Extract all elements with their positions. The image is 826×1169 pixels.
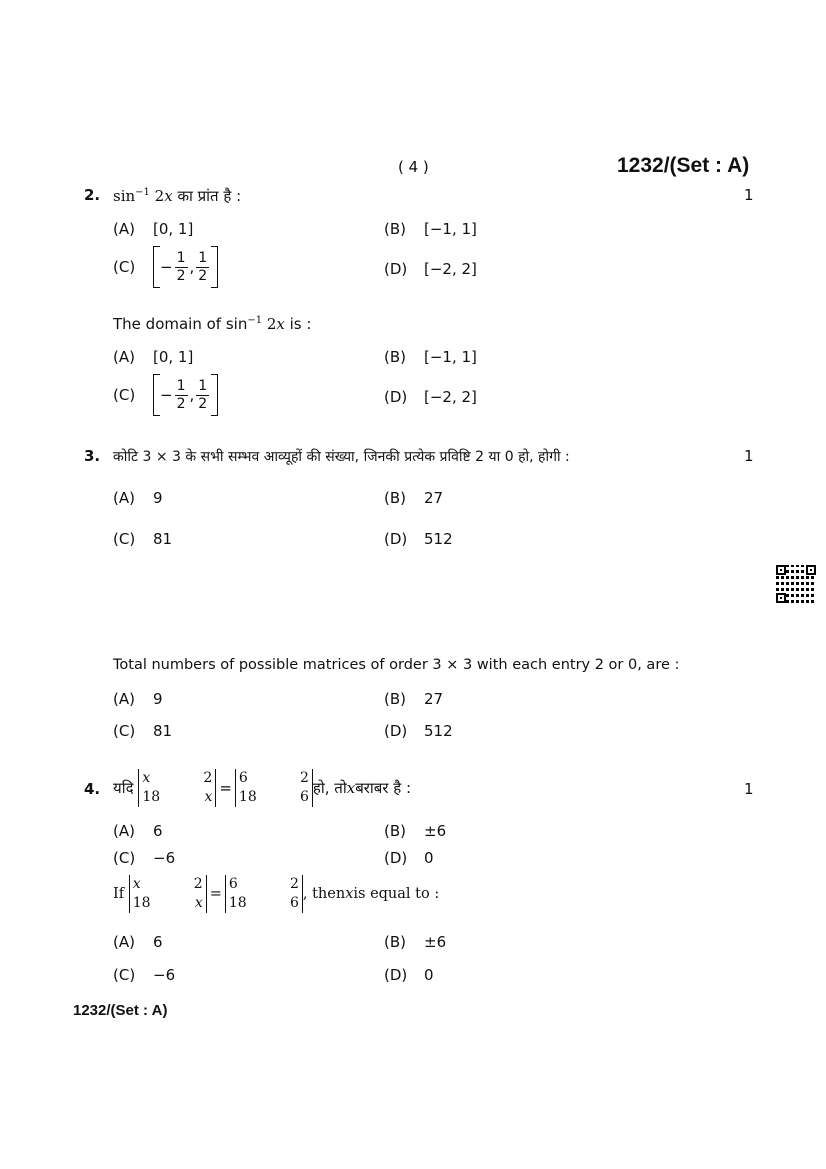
marks: 1	[744, 186, 754, 204]
determinant-right: 6 2 18 6	[225, 875, 303, 913]
option-b: (B) ±6	[384, 822, 447, 840]
option-c: (C) 81	[113, 722, 173, 740]
marks: 1	[744, 447, 754, 465]
option-a: (A) 6	[113, 933, 163, 951]
paper-code-footer: 1232/(Set : A)	[73, 1002, 168, 1019]
option-d: (D) 512	[384, 722, 453, 740]
paper-code-header: 1232/(Set : A)	[617, 154, 750, 177]
option-b: (B) [−1, 1]	[384, 348, 477, 366]
question-number: 3.	[84, 447, 101, 465]
question-text-en: The domain of $\sin^{-1} 2x$ is :	[113, 315, 312, 333]
page-number: ( 4 )	[398, 158, 429, 176]
fraction-interval: − $\frac{1}{2}$ , $\frac{1}{2}$	[153, 246, 218, 288]
question-text-hi: कोटि 3 × 3 के सभी सम्भव आव्यूहों की संख्या, जिनकी प्रत्येक प्रविष्टि 2 या 0 हो, होगी :	[113, 449, 570, 465]
qr-code-icon	[776, 565, 816, 603]
option-b: (B) [−1, 1]	[384, 220, 477, 238]
option-b: (B) 27	[384, 690, 444, 708]
question-text-en: If x 2 18 x = 6 2 18 6 , then x is equal to :	[113, 876, 440, 911]
option-a: (A) 6	[113, 822, 163, 840]
option-c: (C) − $\frac{1}{2}$ , $\frac{1}{2}$	[113, 246, 218, 288]
option-d: (D) 0	[384, 849, 434, 867]
option-b: (B) 27	[384, 489, 444, 507]
question-text-en: Total numbers of possible matrices of order 3 × 3 with each entry 2 or 0, are :	[113, 657, 680, 673]
determinant-right: 6 2 18 6	[235, 769, 313, 807]
option-a: (A) 9	[113, 690, 163, 708]
option-a: (A) 9	[113, 489, 163, 507]
option-c: (C) 81	[113, 530, 173, 548]
question-number: 2.	[84, 186, 101, 204]
fraction-interval: − $\frac{1}{2}$ , $\frac{1}{2}$	[153, 374, 218, 416]
determinant-left: x 2 18 x	[129, 875, 207, 913]
question-text-hi: $\sin^{-1} 2x$ का प्रांत है :	[113, 187, 242, 205]
determinant-left: x 2 18 x	[138, 769, 216, 807]
option-c: (C) − $\frac{1}{2}$ , $\frac{1}{2}$	[113, 374, 218, 416]
option-d: (D) 0	[384, 966, 434, 984]
option-b: (B) ±6	[384, 933, 447, 951]
option-d: (D) [−2, 2]	[384, 260, 477, 278]
question-number: 4.	[84, 780, 101, 798]
option-c: (C) −6	[113, 966, 176, 984]
question-text-hi: यदि x 2 18 x = 6 2 18 6 हो, तो x बराबर है :	[113, 770, 412, 805]
option-a: (A) [0, 1]	[113, 220, 194, 238]
option-c: (C) −6	[113, 849, 176, 867]
option-d: (D) [−2, 2]	[384, 388, 477, 406]
option-d: (D) 512	[384, 530, 453, 548]
option-a: (A) [0, 1]	[113, 348, 194, 366]
marks: 1	[744, 780, 754, 798]
